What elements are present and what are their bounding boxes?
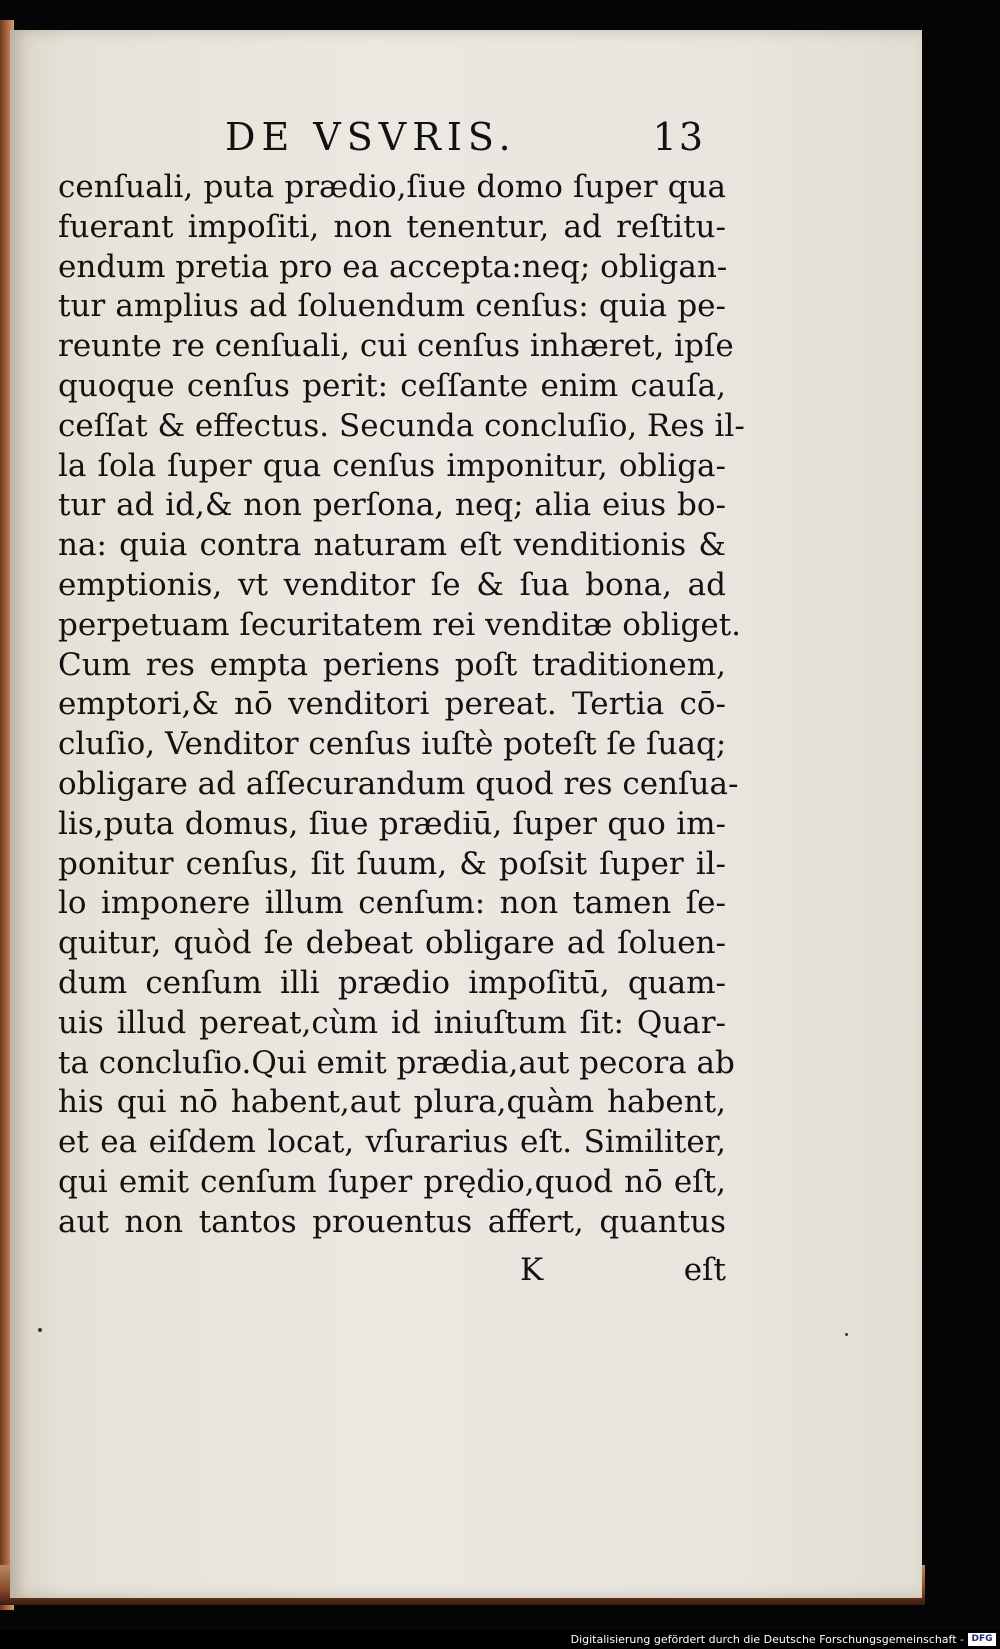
text-line: ta concluſio.Qui emit prædia,aut pecora ab <box>58 1044 735 1081</box>
text-line: tur ad id,& non perſona, neq; alia eius bo- <box>58 487 726 524</box>
paper-speck <box>38 1328 42 1332</box>
text-line: endum pretia pro ea accepta:neq; obligan- <box>58 248 728 285</box>
text-line: emptori,& nō venditori pereat. Tertia cō- <box>58 686 726 723</box>
footer-credit: Digitalisierung gefördert durch die Deutsche Forschungsgemeinschaft - <box>570 1633 964 1646</box>
text-line: ceſſat & effectus. Secunda concluſio, Res il- <box>58 407 745 444</box>
signature-mark: K <box>520 1252 544 1288</box>
dfg-logo: DFG <box>968 1633 996 1646</box>
text-line: cluſio, Venditor cenſus iuſtè poteſt ſe ſuaq; <box>58 726 727 763</box>
running-head <box>225 115 705 175</box>
text-line: qui emit cenſum ſuper prędio,quod nō eſt, <box>58 1163 726 1200</box>
text-line: dum cenſum illi prædio impoſitū, quam- <box>58 964 726 1001</box>
running-head-title: DE VSVRIS. <box>225 115 517 159</box>
text-line: na: quia contra naturam eſt venditionis & <box>58 527 726 564</box>
text-line: perpetuam ſecuritatem rei venditæ obliget. <box>58 606 742 643</box>
text-line: et ea eiſdem locat, vſurarius eſt. Similiter, <box>58 1124 726 1161</box>
page-foot-marks <box>58 1252 726 1296</box>
text-line: obligare ad aſſecurandum quod res cenſua- <box>58 765 739 802</box>
text-line: tur amplius ad ſoluendum cenſus: quia pe- <box>58 288 726 325</box>
book-page <box>10 30 922 1598</box>
text-line: his qui nō habent,aut plura,quàm habent, <box>58 1084 726 1121</box>
body-text <box>58 168 745 1243</box>
text-line: Cum res empta periens poſt traditionem, <box>58 646 726 683</box>
text-line: lo imponere illum cenſum: non tamen ſe- <box>58 885 726 922</box>
text-line: fuerant impoſiti, non tenentur, ad reſtitu- <box>58 208 726 245</box>
text-line: cenſuali, puta prædio,ſiue domo ſuper qua <box>58 169 726 205</box>
text-line: ponitur cenſus, ſit ſuum, & poſsit ſuper il- <box>58 845 726 882</box>
text-line: la ſola ſuper qua cenſus imponitur, obliga- <box>58 447 726 484</box>
text-line: reunte re cenſuali, cui cenſus inhæret, ipſe <box>58 328 734 365</box>
digitization-footer <box>0 1630 1000 1649</box>
text-line: lis,puta domus, ſiue prædiū, ſuper quo im- <box>58 805 726 842</box>
text-line: aut non tantos prouentus affert, quantus <box>58 1203 726 1240</box>
text-line: quoque cenſus perit: ceſſante enim cauſa, <box>58 367 726 404</box>
catchword: eſt <box>683 1252 726 1288</box>
text-line: quitur, quòd ſe debeat obligare ad ſoluen- <box>58 925 726 962</box>
paper-speck <box>845 1333 848 1336</box>
text-line: uis illud pereat,cùm id iniuſtum ſit: Quar- <box>58 1004 726 1041</box>
text-line: emptionis, vt venditor ſe & ſua bona, ad <box>58 566 726 603</box>
page-number: 13 <box>652 115 705 159</box>
